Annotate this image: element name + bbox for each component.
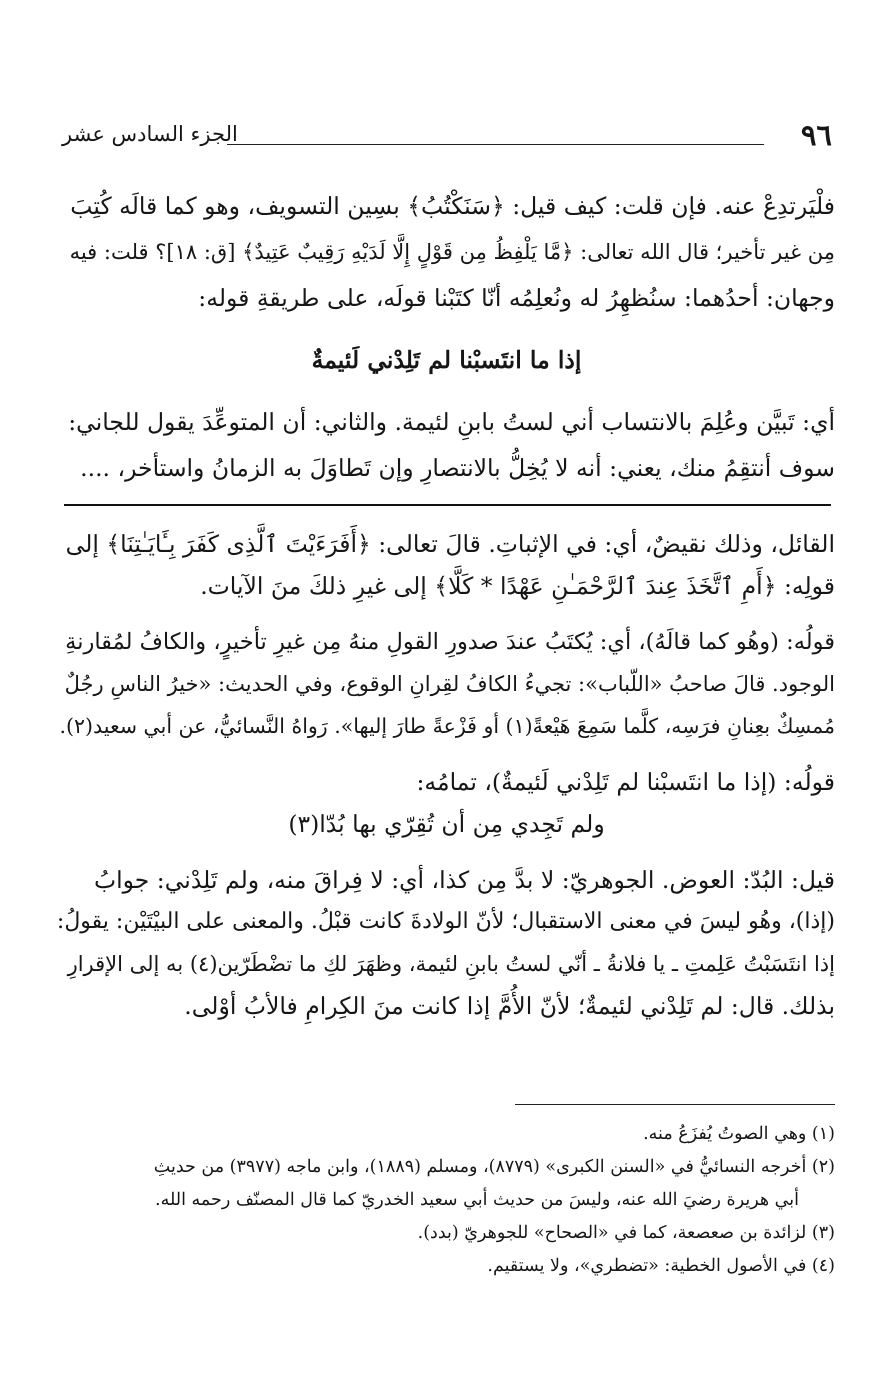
commentary-line: قولِه: ﴿أَمِ ٱتَّخَذَ عِندَ ٱلرَّحْمَـٰنِ عَهْدًا * كَلَّا﴾ إلى غيرِ ذلكَ منَ الآيات. xyxy=(200,572,835,600)
spacer xyxy=(58,383,835,399)
commentary-line: القائل، وذلك نقيضٌ، أي: في الإثباتِ. قالَ تعالى: ﴿أَفَرَءَيْتَ ٱلَّذِى كَفَرَ بِـَٔايَـٰتِنَا﴾ إلى xyxy=(65,530,835,558)
commentary-line: قولُه: (وهُو كما قالَهُ)، أي: يُكتَبُ عندَ صدورِ القولِ منهُ مِن غيرِ تأخيرٍ، والكافُ لمُقارنةِ xyxy=(65,629,835,655)
page-header xyxy=(62,118,832,158)
main-text-line: فلْيَرتدِعْ عنه. فإن قلت: كيف قيل: ﴿سَنَكْتُبُ﴾ بسِين التسويف، وهو كما قالَه كُتِبَ xyxy=(70,192,835,220)
header-rule xyxy=(227,144,764,145)
main-text-line xyxy=(58,445,835,491)
main-text-line: وجهان: أحدُهما: سنُظهِرُ له ونُعلِمُه أنّا كتَبْنا قولَه، على طريقةِ قوله: xyxy=(198,284,835,312)
commentary-line: بذلك. قال: لم تَلِدْني لئيمةٌ؛ لأنّ الأُمَّ إذا كانت منَ الكِرامِ فالأبُ أوْلى. xyxy=(184,992,835,1020)
footnote: (١) وهي الصوتُ يُفزَعُ منه. xyxy=(643,1124,835,1144)
main-text-line: مِن غير تأخير؛ قال الله تعالى: ﴿مَّا يَلْفِظُ مِن قَوْلٍ إِلَّا لَدَيْهِ رَقِيبٌ عَتِيدٌ﴾ [ق: ١٨]؟ قلت: فيه xyxy=(69,240,835,264)
main-text xyxy=(58,183,835,491)
footnote: (٤) في الأصول الخطية: «تضطري»، ولا يستقيم. xyxy=(487,1256,835,1276)
footnotes xyxy=(58,1118,835,1283)
verse-quote: ولم تَجِدي مِن أن تُقِرّي بها بُدّا(٣) xyxy=(288,810,605,838)
commentary-line: إذا انتَسَبْتُ عَلِمتِ ـ يا فلانةُ ـ أنّي لستُ بابنِ لئيمة، وظهَرَ لكِ ما تضْطَرّين(٤) به إلى الإقرارِ xyxy=(67,952,835,976)
section-divider xyxy=(64,504,831,506)
commentary-line: (إذا)، وهُو ليسَ في معنى الاستقبال؛ لأنّ الولادةَ كانت قبْلُ. والمعنى على البيْتَيْن: يقولُ: xyxy=(56,909,835,934)
commentary xyxy=(58,523,835,1027)
verse-quote: إذا ما انتَسبْنا لم تَلِدْني لَئيمةٌ xyxy=(311,346,582,374)
spacer xyxy=(58,321,835,337)
running-title: الجزء السادس عشر xyxy=(62,122,238,146)
spacer xyxy=(58,607,835,621)
main-text-fragment: سوف أنتقِمُ منك، يعني: أنه لا يُخِلُّ بالانتصارِ وإن تَطاوَلَ به الزمانُ واستأخر، xyxy=(117,454,835,482)
commentary-line: مُمسِكٌ بعِنانِ فرَسِه، كلَّما سَمِعَ هَيْعةً(١) أو فَزْعةً طارَ إليها». رَواهُ النَّسائيُّ، عن أبي سعيد(٢). xyxy=(59,714,835,738)
page-number: ٩٦ xyxy=(800,118,832,152)
ellipsis: .... xyxy=(80,454,111,482)
footnote-rule xyxy=(515,1104,835,1105)
main-text-line: أي: تَبيَّن وعُلِمَ بالانتساب أني لستُ بابنِ لئيمة. والثاني: أن المتوعِّدَ يقول للجاني: xyxy=(68,408,835,436)
commentary-line: قيل: البُدّ: العوض. الجوهريّ: لا بدَّ مِن كذا، أي: لا فِراقَ منه، ولم تَلِدْني: جوابُ xyxy=(94,866,835,894)
commentary-line: الوجود. قالَ صاحبُ «اللّباب»: تجيءُ الكافُ لقِرانِ الوقوع، وفي الحديث: «خيرُ الناسِ رجُلٌ xyxy=(64,672,835,696)
footnote: (٣) لزائدة بن صعصعة، كما في «الصحاح» للجوهريّ (بدد). xyxy=(417,1223,835,1243)
spacer xyxy=(58,747,835,761)
spacer xyxy=(58,845,835,859)
footnote-continuation: أبي هريرة رضيَ الله عنه، وليسَ من حديث أبي سعيد الخدريّ كما قال المصنّف رحمه الله. xyxy=(155,1190,799,1210)
commentary-lemma: قولُه: (إذا ما انتَسبْنا لم تَلِدْني لَئيمةٌ)، تمامُه: xyxy=(416,768,835,796)
footnote: (٢) أخرجه النسائيُّ في «السنن الكبرى» (٨٧٧٩)، ومسلم (١٨٨٩)، وابن ماجه (٣٩٧٧) من حديثِ xyxy=(153,1157,835,1177)
